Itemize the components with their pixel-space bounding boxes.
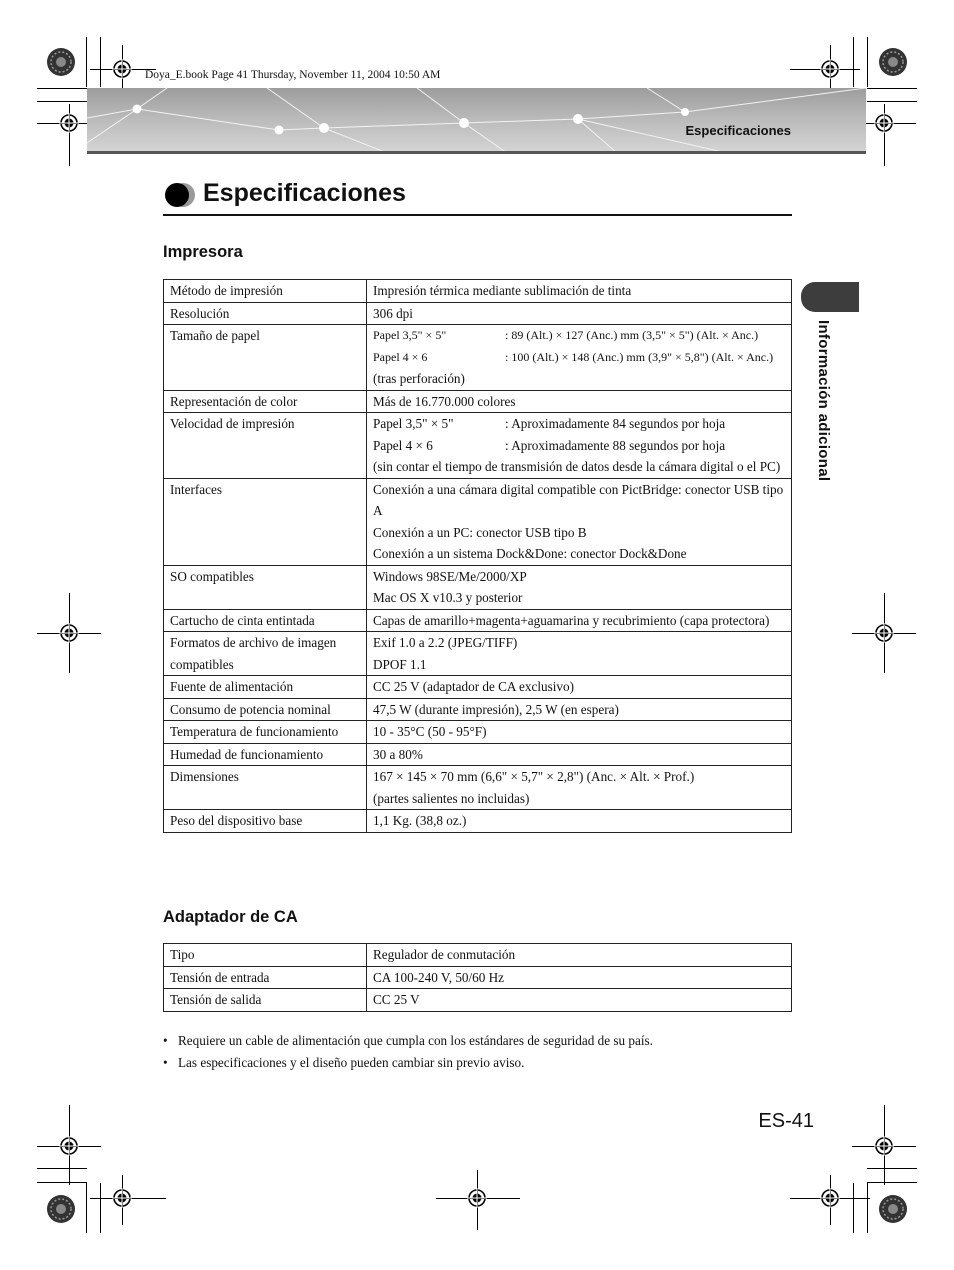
bullet: • — [163, 1055, 168, 1070]
spec-value: Exif 1.0 a 2.2 (JPEG/TIFF) DPOF 1.1 — [367, 632, 792, 676]
spec-value: Impresión térmica mediante sublimación de tinta — [367, 280, 792, 303]
table-row — [164, 944, 792, 967]
spec-label: Representación de color — [164, 390, 367, 413]
table-row — [164, 989, 792, 1012]
spec-label: Tensión de salida — [164, 989, 367, 1012]
spec-value: Regulador de conmutación — [367, 944, 792, 967]
spec-value: Papel 3,5" × 5" : 89 (Alt.) × 127 (Anc.) mm (3,5" × 5") (Alt. × Anc.) Papel 4 × 6 : 100 (Alt.) × 148 (Anc.) mm (3,9" × 5,8") (Alt. × Anc.) (tras perforación) — [367, 325, 792, 391]
spec-value: 1,1 Kg. (38,8 oz.) — [367, 810, 792, 833]
table-row — [164, 413, 792, 479]
spec-label: Fuente de alimentación — [164, 676, 367, 699]
spec-label: Formatos de archivo de imagen compatibles — [164, 632, 367, 676]
color-rosette-icon — [46, 47, 76, 77]
note-text: Requiere un cable de alimentación que cumpla con los estándares de seguridad de su país. — [178, 1033, 653, 1048]
spec-label: Cartucho de cinta entintada — [164, 609, 367, 632]
spec-label: Tensión de entrada — [164, 966, 367, 989]
spec-label: Tamaño de papel — [164, 325, 367, 391]
color-rosette-icon — [46, 1194, 76, 1224]
printer-spec-table — [163, 279, 792, 833]
registration-target-icon — [59, 113, 79, 133]
section-heading-adapter: Adaptador de CA — [163, 908, 298, 926]
table-row — [164, 810, 792, 833]
table-row — [164, 721, 792, 744]
spec-label: Método de impresión — [164, 280, 367, 303]
spec-value: Capas de amarillo+magenta+aguamarina y recubrimiento (capa protectora) — [367, 609, 792, 632]
color-rosette-icon — [878, 47, 908, 77]
note-text: Las especificaciones y el diseño pueden cambiar sin previo aviso. — [178, 1055, 525, 1070]
table-row — [164, 609, 792, 632]
spec-value: CC 25 V — [367, 989, 792, 1012]
bullet: • — [163, 1033, 168, 1048]
spec-label: Temperatura de funcionamiento — [164, 721, 367, 744]
registration-target-icon — [820, 1188, 840, 1208]
table-row — [164, 390, 792, 413]
spec-label: Dimensiones — [164, 766, 367, 810]
registration-target-icon — [874, 113, 894, 133]
list-item — [163, 1052, 792, 1074]
registration-target-icon — [59, 1136, 79, 1156]
page-number: ES-41 — [758, 1110, 814, 1132]
spec-label: Tipo — [164, 944, 367, 967]
spec-label: Resolución — [164, 302, 367, 325]
header-rule — [87, 151, 866, 154]
spec-label: Velocidad de impresión — [164, 413, 367, 479]
table-row — [164, 302, 792, 325]
table-row — [164, 565, 792, 609]
spec-value: CA 100-240 V, 50/60 Hz — [367, 966, 792, 989]
registration-target-icon — [59, 623, 79, 643]
spec-value: Papel 3,5" × 5" : Aproximadamente 84 segundos por hoja Papel 4 × 6 : Aproximadamente 88 segundos por hoja (sin contar el tiempo de transmisión de datos desde la cámara digital o el PC) — [367, 413, 792, 479]
registration-target-icon — [467, 1188, 487, 1208]
header-banner — [87, 88, 866, 153]
running-head: Especificaciones — [685, 123, 791, 138]
table-row — [164, 632, 792, 676]
table-row — [164, 698, 792, 721]
page-title: Especificaciones — [203, 179, 406, 207]
section-heading-printer: Impresora — [163, 243, 243, 261]
spec-value: 47,5 W (durante impresión), 2,5 W (en espera) — [367, 698, 792, 721]
notes-list — [163, 1030, 792, 1074]
spec-value: 167 × 145 × 70 mm (6,6" × 5,7" × 2,8") (Anc. × Alt. × Prof.) (partes salientes no incluidas) — [367, 766, 792, 810]
spec-value: Windows 98SE/Me/2000/XP Mac OS X v10.3 y posterior — [367, 565, 792, 609]
section-bullet-icon — [163, 181, 197, 209]
spec-label: SO compatibles — [164, 565, 367, 609]
registration-target-icon — [820, 59, 840, 79]
chapter-tab — [801, 282, 859, 312]
table-row — [164, 966, 792, 989]
registration-target-icon — [112, 59, 132, 79]
table-row — [164, 766, 792, 810]
table-row — [164, 676, 792, 699]
spec-label: Consumo de potencia nominal — [164, 698, 367, 721]
spec-value: 306 dpi — [367, 302, 792, 325]
table-row — [164, 743, 792, 766]
spec-value: CC 25 V (adaptador de CA exclusivo) — [367, 676, 792, 699]
file-info: Doya_E.book Page 41 Thursday, November 11, 2004 10:50 AM — [145, 69, 441, 81]
list-item — [163, 1030, 792, 1052]
adapter-spec-table — [163, 943, 792, 1012]
chapter-tab-label: Información adicional — [815, 320, 832, 482]
table-row — [164, 325, 792, 391]
spec-value: 10 - 35°C (50 - 95°F) — [367, 721, 792, 744]
registration-target-icon — [874, 1136, 894, 1156]
title-rule — [163, 214, 792, 216]
color-rosette-icon — [878, 1194, 908, 1224]
table-row — [164, 280, 792, 303]
spec-label: Peso del dispositivo base — [164, 810, 367, 833]
spec-label: Humedad de funcionamiento — [164, 743, 367, 766]
spec-value: Más de 16.770.000 colores — [367, 390, 792, 413]
spec-label: Interfaces — [164, 478, 367, 565]
registration-target-icon — [112, 1188, 132, 1208]
table-row — [164, 478, 792, 565]
header-network-pattern — [87, 88, 866, 153]
spec-value: Conexión a una cámara digital compatible con PictBridge: conector USB tipo A Conexión a un PC: conector USB tipo B Conexión a un sistema Dock&Done: conector Dock&Done — [367, 478, 792, 565]
registration-target-icon — [874, 623, 894, 643]
spec-value: 30 a 80% — [367, 743, 792, 766]
